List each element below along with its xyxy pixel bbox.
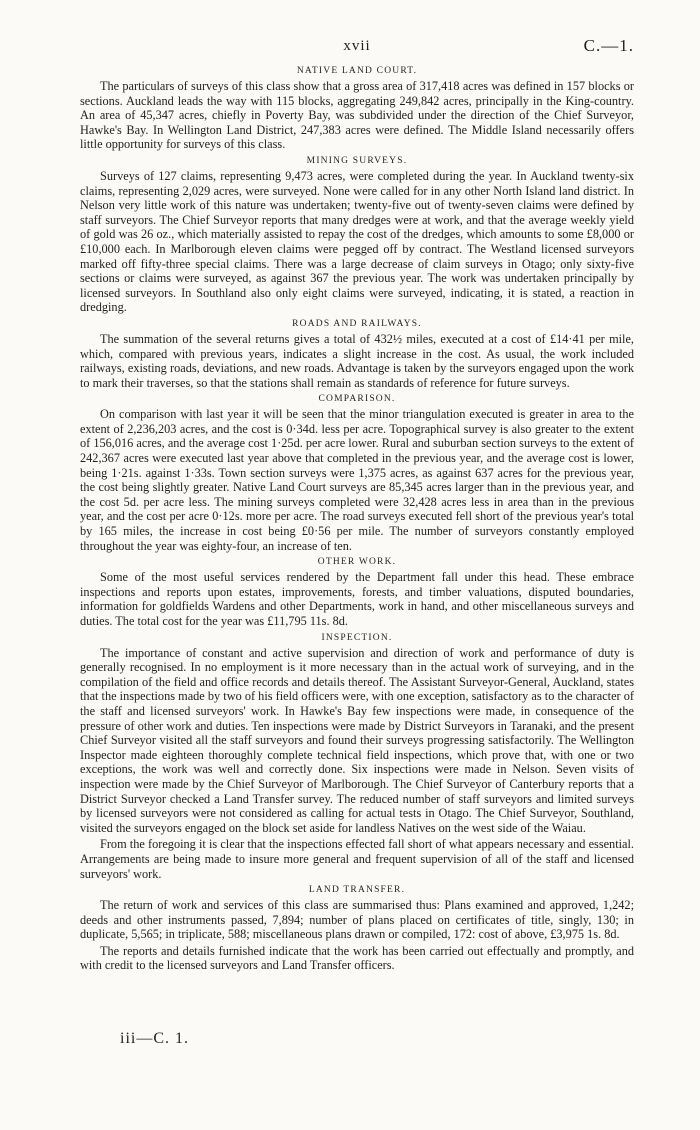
page-signature: iii—C. 1. — [120, 1030, 190, 1047]
section-heading: LAND TRANSFER. — [308, 885, 406, 896]
document-reference: C.—1. — [583, 36, 634, 55]
section-heading: NATIVE LAND COURT. — [296, 66, 418, 76]
page-header — [80, 36, 634, 62]
section-inspection — [80, 633, 634, 882]
paragraph: The return of work and services of this class are summarised thus: Plans examined and approved, 1,242; deeds and other instruments passed, 7,894; number of plans placed on certificates of title, singly, 130; in duplicate, 5,565; in triplicate, 588; miscellaneous plans drawn or compiled, 172: cost of above, £3,975 1s. 8d. — [80, 898, 634, 942]
section-native-land-court — [80, 66, 634, 152]
section-comparison — [80, 394, 634, 553]
section-land-transfer — [80, 885, 634, 973]
section-mining-surveys — [80, 156, 634, 315]
paragraph: From the foregoing it is clear that the inspections effected fall short of what appears necessary and essential. Arrangements are being made to insure more general and frequent supervision of all of the staff and licensed surveyors' work. — [80, 837, 634, 881]
paragraph: Surveys of 127 claims, representing 9,473 acres, were completed during the year. In Auckland twenty-six claims, representing 2,029 acres, were surveyed. None were called for in any other North Island land district. In Nelson very little work of this nature was undertaken; twenty-five out of twenty-seven claims were defined by staff surveyors. The Chief Surveyor reports that many dredges were at work, and that the average weekly yield of gold was 26 oz., which materially assisted to repay the cost of the dredges, which amounts to some £8,000 or £10,000 each. In Marlborough eleven claims were pegged off by contract. The Westland licensed surveyors marked off fifty-three special claims. There was a large decrease of claim surveys in Otago; only sixty-five sections or claims were surveyed, as against 367 the previous year. The work was undertaken principally by licensed surveyors. In Southland also only eight claims were surveyed, indicating, it is stated, a reaction in dredging. — [80, 168, 634, 315]
section-other-work — [80, 557, 634, 628]
section-roads-and-railways — [80, 319, 634, 390]
section-heading: MINING SURVEYS. — [306, 155, 408, 166]
paragraph: The importance of constant and active supervision and direction of work and performance of duty is generally recognised. In no employment is it more necessary than in the actual work of surveying, and in the compilation of the field and office records and details thereof. The Assistant Surveyor-General, Auckland, states that the inspections made by two of his field officers were, with one exception, satisfactory as to the character of the staff and licensed surveyors' work. In Hawke's Bay few inspections were made, in consequence of the pressure of other work and duties. Ten inspections were made by District Surveyors in Taranaki, and the present Chief Surveyor visited all the staff surveyors and found their surveys progressing satisfactorily. The Wellington Inspector made eighteen thoroughly complete technical field inspections, which prove that, with one or two exceptions, the work was well and correctly done. Six inspections were made in Nelson. Seven visits of inspection were made by the Chief Surveyor of Marlborough. The Chief Surveyor of Canterbury reports that a District Surveyor checked a Land Transfer survey. The reduced number of staff surveyors and limited surveys by licensed surveyors were not considered as calling for actual tests in Otago. The Chief Surveyor, Southland, visited the surveyors engaged on the block set aside for landless Natives on the west side of the Waiau. — [80, 645, 634, 835]
paragraph: The summation of the several returns gives a total of 432½ miles, executed at a cost of £14·41 per mile, which, compared with previous years, indicates a slight increase in the cost. As usual, the work included railways, existing roads, deviations, and new roads. Advantage is taken by the surveyors engaged upon the work to mark their traverses, so that the stations shall remain as standards of reference for future surveys. — [80, 331, 634, 390]
paragraph: The reports and details furnished indicate that the work has been carried out effectually and promptly, and with credit to the licensed surveyors and Land Transfer officers. — [80, 943, 634, 973]
page-number: xvii — [343, 38, 371, 54]
section-heading: COMPARISON. — [318, 394, 396, 405]
paragraph: The particulars of surveys of this class show that a gross area of 317,418 acres was defined in 157 blocks or sections. Auckland leads the way with 115 blocks, aggregating 249,842 acres, principally in the King-country. An area of 45,347 acres, chiefly in Poverty Bay, was subdivided under the direction of the Chief Surveyor, Hawke's Bay. In Wellington Land District, 247,383 acres were defined. The Middle Island necessarily offers little opportunity for surveys of this class. — [80, 79, 634, 152]
section-heading: INSPECTION. — [321, 632, 393, 643]
paragraph: On comparison with last year it will be seen that the minor triangulation executed is greater in area to the extent of 2,236,203 acres, and the cost is 0·34d. less per acre. Topographical survey is also greater to the extent of 156,016 acres, and the average cost 1·25d. per acre lower. Rural and suburban section surveys to the extent of 242,367 acres were executed last year above that completed in the previous year, and the average cost is lower, being 1·21s. against 1·33s. Town section surveys were 1,375 acres, as against 637 acres for the previous year, the cost being slightly greater. Native Land Court surveys are 85,345 acres larger than in the previous year, and the cost 5d. per acre less. The mining surveys completed were 32,428 acres less in area than in the previous year, and the cost per acre 0·12s. more per acre. The road surveys executed fell short of the previous year's total by 165 miles, the increase in cost being £0·56 per mile. The number of surveyors constantly employed throughout the year was eighty-four, an increase of ten. — [80, 407, 634, 553]
section-heading: ROADS AND RAILWAYS. — [292, 318, 422, 329]
section-heading: OTHER WORK. — [317, 557, 397, 568]
paragraph: Some of the most useful services rendered by the Department fall under this head. These embrace inspections and reports upon estates, improvements, forests, and timber valuations, disputed boundaries, information for goldfields Wardens and other Departments, work in hand, and other miscellaneous surveys and duties. The total cost for the year was £11,795 11s. 8d. — [80, 570, 634, 628]
